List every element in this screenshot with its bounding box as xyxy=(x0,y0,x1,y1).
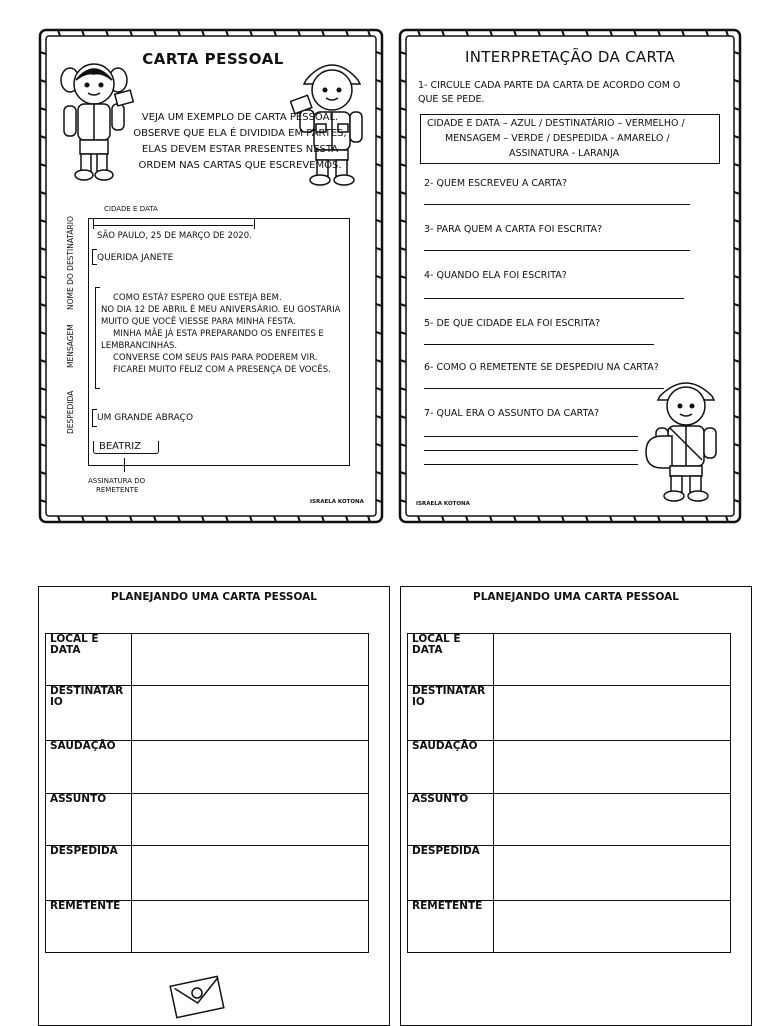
row-label-assunto: ASSUNTO xyxy=(408,794,494,846)
letter-body-line: COMO ESTÁ? ESPERO QUE ESTEJA BEM. xyxy=(113,293,282,303)
question-4: 4- QUANDO ELA FOI ESCRITA? xyxy=(424,270,567,281)
signature-label-line1: ASSINATURA DO xyxy=(88,477,146,485)
row-label-remetente: REMETENTE xyxy=(408,901,494,953)
question-5: 5- DE QUE CIDADE ELA FOI ESCRITA? xyxy=(424,318,601,329)
question-3: 3- PARA QUEM A CARTA FOI ESCRITA? xyxy=(424,224,603,235)
table-row xyxy=(408,634,731,686)
girl-with-letter-icon xyxy=(56,54,136,184)
planning-sheet-right xyxy=(400,586,752,1026)
letter-example-card xyxy=(38,28,384,524)
author-credit: ISRAELA KOTONA xyxy=(416,501,470,507)
row-label-despedida: DESPEDIDA xyxy=(46,846,132,901)
planning-sheet-left xyxy=(38,586,390,1026)
answer-cell[interactable] xyxy=(494,901,731,953)
letter-closing: UM GRANDE ABRAÇO xyxy=(97,413,194,423)
envelope-icon xyxy=(167,973,229,1023)
answer-line xyxy=(424,298,684,299)
side-label-mensagem: MENSAGEM xyxy=(66,324,75,368)
letter-body-line: LEMBRANCINHAS. xyxy=(101,341,178,351)
table-row xyxy=(46,901,369,953)
question-7: 7- QUAL ERA O ASSUNTO DA CARTA? xyxy=(424,408,600,419)
row-label-assunto: ASSUNTO xyxy=(46,794,132,846)
row-label-despedida: DESPEDIDA xyxy=(408,846,494,901)
answer-cell[interactable] xyxy=(494,686,731,741)
answer-cell[interactable] xyxy=(132,634,369,686)
color-legend-line2: MENSAGEM – VERDE / DESPEDIDA - AMARELO / xyxy=(445,133,670,144)
letter-body-line: FICAREI MUITO FELIZ COM A PRESENÇA DE VOCÊS. xyxy=(113,365,331,375)
table-row xyxy=(46,846,369,901)
city-date-label: CIDADE E DATA xyxy=(104,205,158,213)
letter-city-date: SÃO PAULO, 25 DE MARÇO DE 2020. xyxy=(97,231,252,241)
answer-cell[interactable] xyxy=(132,686,369,741)
answer-line xyxy=(424,204,690,205)
answer-cell[interactable] xyxy=(494,794,731,846)
table-row xyxy=(46,686,369,741)
table-row xyxy=(46,634,369,686)
planning-table xyxy=(407,633,731,953)
side-label-despedida: DESPEDIDA xyxy=(66,390,75,434)
letter-greeting: QUERIDA JANETE xyxy=(97,253,174,263)
mail-carrier-icon xyxy=(642,372,726,506)
question-6: 6- COMO O REMETENTE SE DESPEDIU NA CARTA? xyxy=(424,362,659,373)
letter-body-line: NO DIA 12 DE ABRIL É MEU ANIVERSÁRIO. EU GOSTARIA xyxy=(101,305,341,315)
table-row xyxy=(408,901,731,953)
table-row xyxy=(408,686,731,741)
table-row xyxy=(408,794,731,846)
signature-label-line2: REMETENTE xyxy=(96,486,139,494)
answer-line xyxy=(424,436,638,437)
color-legend-box xyxy=(420,114,720,164)
planning-table xyxy=(45,633,369,953)
signature-pointer xyxy=(124,458,125,472)
author-credit: ISRAELA KOTONA xyxy=(310,499,364,505)
table-row xyxy=(408,846,731,901)
city-date-bracket-top xyxy=(93,225,253,230)
planning-title: PLANEJANDO UMA CARTA PESSOAL xyxy=(473,591,679,603)
answer-cell[interactable] xyxy=(132,846,369,901)
answer-cell[interactable] xyxy=(132,901,369,953)
question-2: 2- QUEM ESCREVEU A CARTA? xyxy=(424,178,568,189)
message-bracket xyxy=(95,287,100,389)
row-label-remetente: REMETENTE xyxy=(46,901,132,953)
answer-cell[interactable] xyxy=(494,741,731,794)
question-1-line2: QUE SE PEDE. xyxy=(418,94,485,105)
row-label-local-data: LOCAL E DATA xyxy=(408,634,494,686)
answer-line xyxy=(424,388,664,389)
interpretation-card xyxy=(398,28,742,524)
answer-cell[interactable] xyxy=(494,634,731,686)
letter-box xyxy=(88,218,350,466)
planning-title: PLANEJANDO UMA CARTA PESSOAL xyxy=(111,591,317,603)
color-legend-line1: CIDADE E DATA – AZUL / DESTINATÁRIO – VERMELHO / xyxy=(427,118,685,129)
color-legend-line3: ASSINATURA - LARANJA xyxy=(509,148,620,159)
answer-cell[interactable] xyxy=(132,794,369,846)
intro-text: VEJA UM EXEMPLO DE CARTA PESSOAL. OBSERVE QUE ELA É DIVIDIDA EM PARTES, ELAS DEVEM ESTAR PRESENTES NESTA ORDEM NAS CARTAS QUE ESCREVEMOS. xyxy=(133,112,347,171)
answer-line xyxy=(424,250,690,251)
letter-body-line: CONVERSE COM SEUS PAIS PARA PODEREM VIR. xyxy=(113,353,318,363)
row-label-saudacao: SAUDAÇÃO xyxy=(46,741,132,794)
answer-cell[interactable] xyxy=(132,741,369,794)
answer-cell[interactable] xyxy=(494,846,731,901)
answer-line xyxy=(424,344,654,345)
row-label-local-data: LOCAL E DATA xyxy=(46,634,132,686)
letter-body-line: MINHA MÃE JÁ ESTA PREPARANDO OS ENFEITES E xyxy=(113,329,324,339)
answer-line xyxy=(424,450,638,451)
table-row xyxy=(408,741,731,794)
letter-signature: BEATRIZ xyxy=(99,441,142,452)
answer-line xyxy=(424,464,638,465)
question-1-line1: 1- CIRCULE CADA PARTE DA CARTA DE ACORDO COM O xyxy=(418,80,681,91)
card-title: CARTA PESSOAL xyxy=(142,50,284,68)
letter-body-line: MUITO QUE VOCÊ VIESSE PARA MINHA FESTA. xyxy=(101,317,296,327)
table-row xyxy=(46,741,369,794)
card-title: INTERPRETAÇÃO DA CARTA xyxy=(465,48,675,66)
row-label-saudacao: SAUDAÇÃO xyxy=(408,741,494,794)
row-label-destinatario: DESTINATAR IO xyxy=(408,686,494,741)
row-label-destinatario: DESTINATAR IO xyxy=(46,686,132,741)
table-row xyxy=(46,794,369,846)
side-label-destinatario: NOME DO DESTINATÁRIO xyxy=(66,216,75,310)
